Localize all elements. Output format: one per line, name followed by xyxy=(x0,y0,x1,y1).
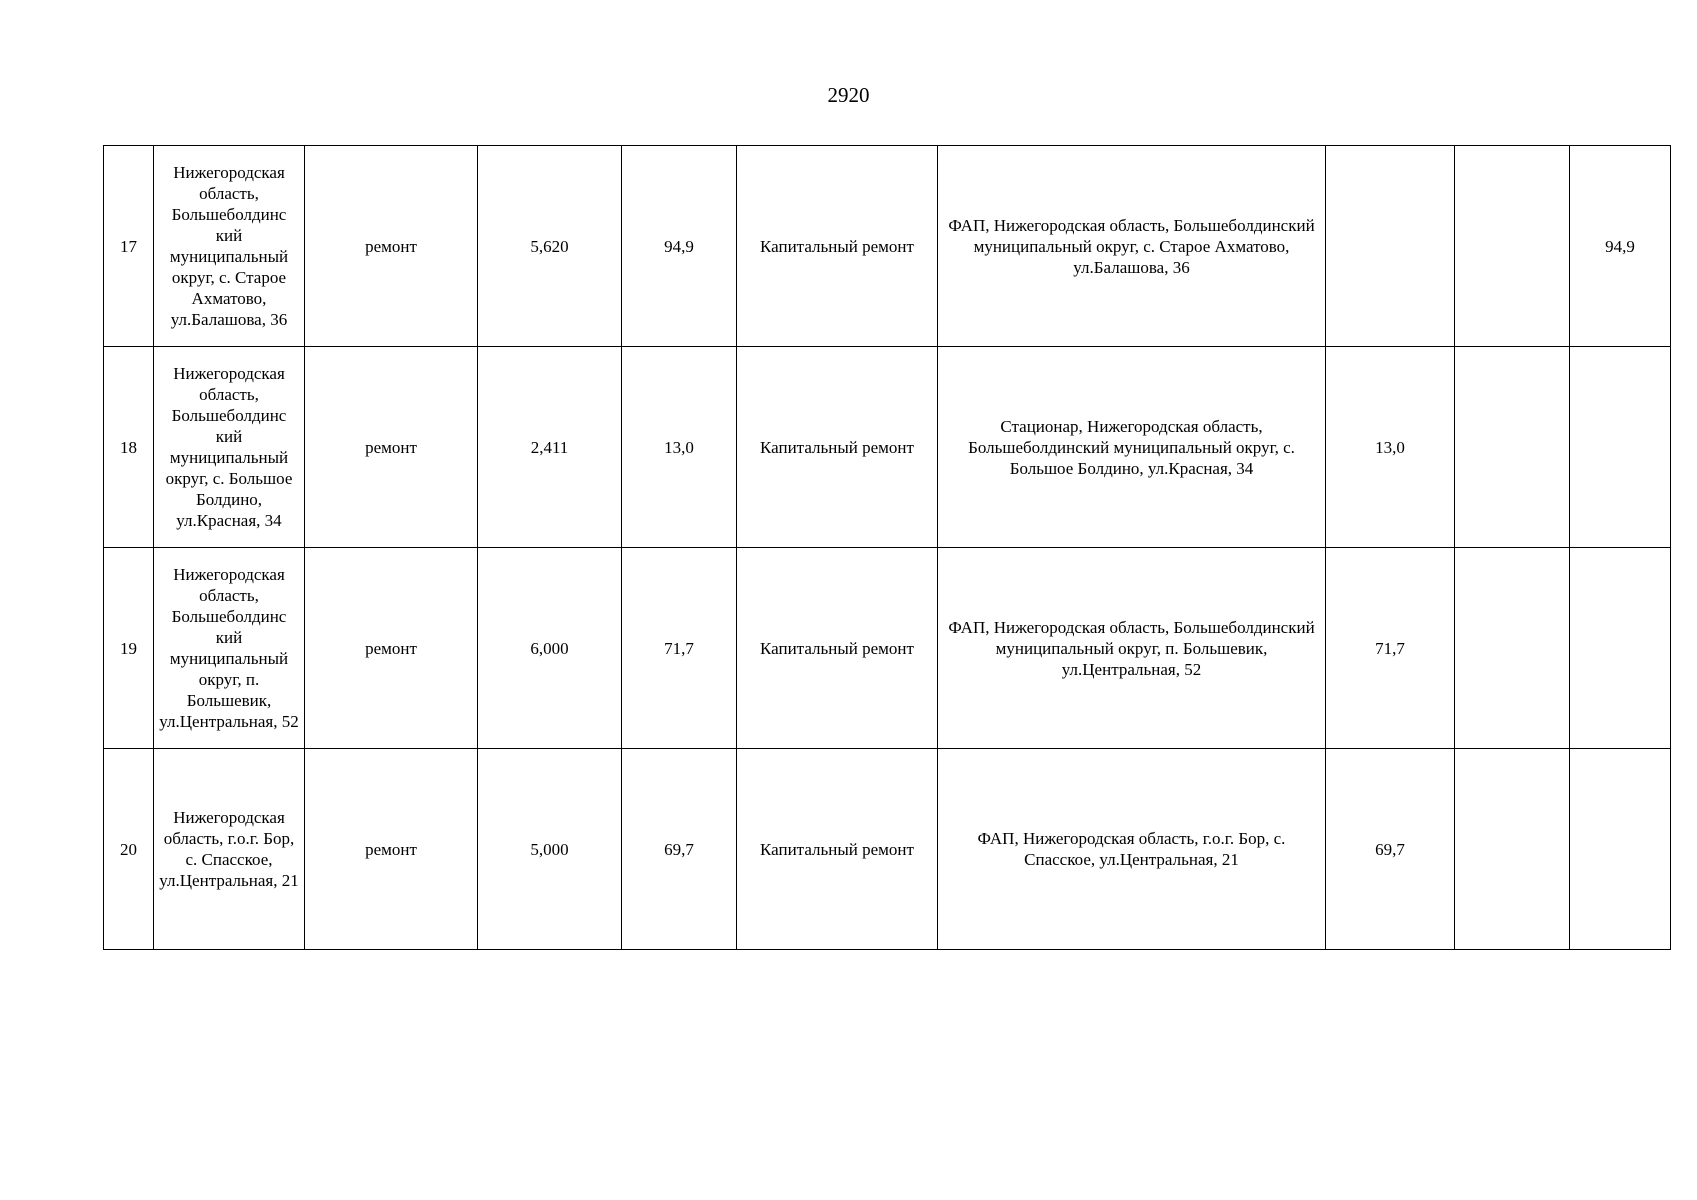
address-cell: Нижегородская область, Большеболдинс кий муниципальный округ, п. Большевик, ул.Центральная, 52 xyxy=(154,548,305,749)
address-cell: Нижегородская область, г.о.г. Бор, с. Спасское, ул.Центральная, 21 xyxy=(154,749,305,950)
work-type-cell: ремонт xyxy=(305,749,478,950)
row-number-cell: 18 xyxy=(104,347,154,548)
area-cell: 13,0 xyxy=(622,347,737,548)
value-cell-10 xyxy=(1570,749,1671,950)
cost-cell: 5,000 xyxy=(478,749,622,950)
cost-cell: 5,620 xyxy=(478,146,622,347)
table-row xyxy=(104,749,1671,950)
area-cell: 69,7 xyxy=(622,749,737,950)
value-cell-10 xyxy=(1570,548,1671,749)
table-row xyxy=(104,347,1671,548)
table-row xyxy=(104,146,1671,347)
work-type-cell: ремонт xyxy=(305,146,478,347)
area-cell: 94,9 xyxy=(622,146,737,347)
work-type-cell: ремонт xyxy=(305,347,478,548)
page-number: 2920 xyxy=(827,83,870,107)
repair-type-cell: Капитальный ремонт xyxy=(737,749,938,950)
area-cell: 71,7 xyxy=(622,548,737,749)
object-cell: ФАП, Нижегородская область, г.о.г. Бор, с. Спасское, ул.Центральная, 21 xyxy=(938,749,1326,950)
row-number-cell: 17 xyxy=(104,146,154,347)
object-cell: ФАП, Нижегородская область, Большеболдинский муниципальный округ, с. Старое Ахматово, ул.Балашова, 36 xyxy=(938,146,1326,347)
repair-type-cell: Капитальный ремонт xyxy=(737,347,938,548)
object-cell: Стационар, Нижегородская область, Большеболдинский муниципальный округ, с. Большое Болдино, ул.Красная, 34 xyxy=(938,347,1326,548)
value-cell-9 xyxy=(1455,146,1570,347)
value-cell-9 xyxy=(1455,347,1570,548)
cost-cell: 2,411 xyxy=(478,347,622,548)
value-cell-8 xyxy=(1326,146,1455,347)
value-cell-8: 13,0 xyxy=(1326,347,1455,548)
work-type-cell: ремонт xyxy=(305,548,478,749)
value-cell-9 xyxy=(1455,548,1570,749)
address-cell: Нижегородская область, Большеболдинс кий муниципальный округ, с. Старое Ахматово, ул.Балашова, 36 xyxy=(154,146,305,347)
value-cell-8: 69,7 xyxy=(1326,749,1455,950)
program-table xyxy=(103,145,1671,950)
value-cell-10 xyxy=(1570,347,1671,548)
table-row xyxy=(104,548,1671,749)
value-cell-10: 94,9 xyxy=(1570,146,1671,347)
row-number-cell: 19 xyxy=(104,548,154,749)
object-cell: ФАП, Нижегородская область, Большеболдинский муниципальный округ, п. Большевик, ул.Центральная, 52 xyxy=(938,548,1326,749)
row-number-cell: 20 xyxy=(104,749,154,950)
repair-type-cell: Капитальный ремонт xyxy=(737,146,938,347)
cost-cell: 6,000 xyxy=(478,548,622,749)
value-cell-9 xyxy=(1455,749,1570,950)
value-cell-8: 71,7 xyxy=(1326,548,1455,749)
address-cell: Нижегородская область, Большеболдинс кий муниципальный округ, с. Большое Болдино, ул.Красная, 34 xyxy=(154,347,305,548)
repair-type-cell: Капитальный ремонт xyxy=(737,548,938,749)
